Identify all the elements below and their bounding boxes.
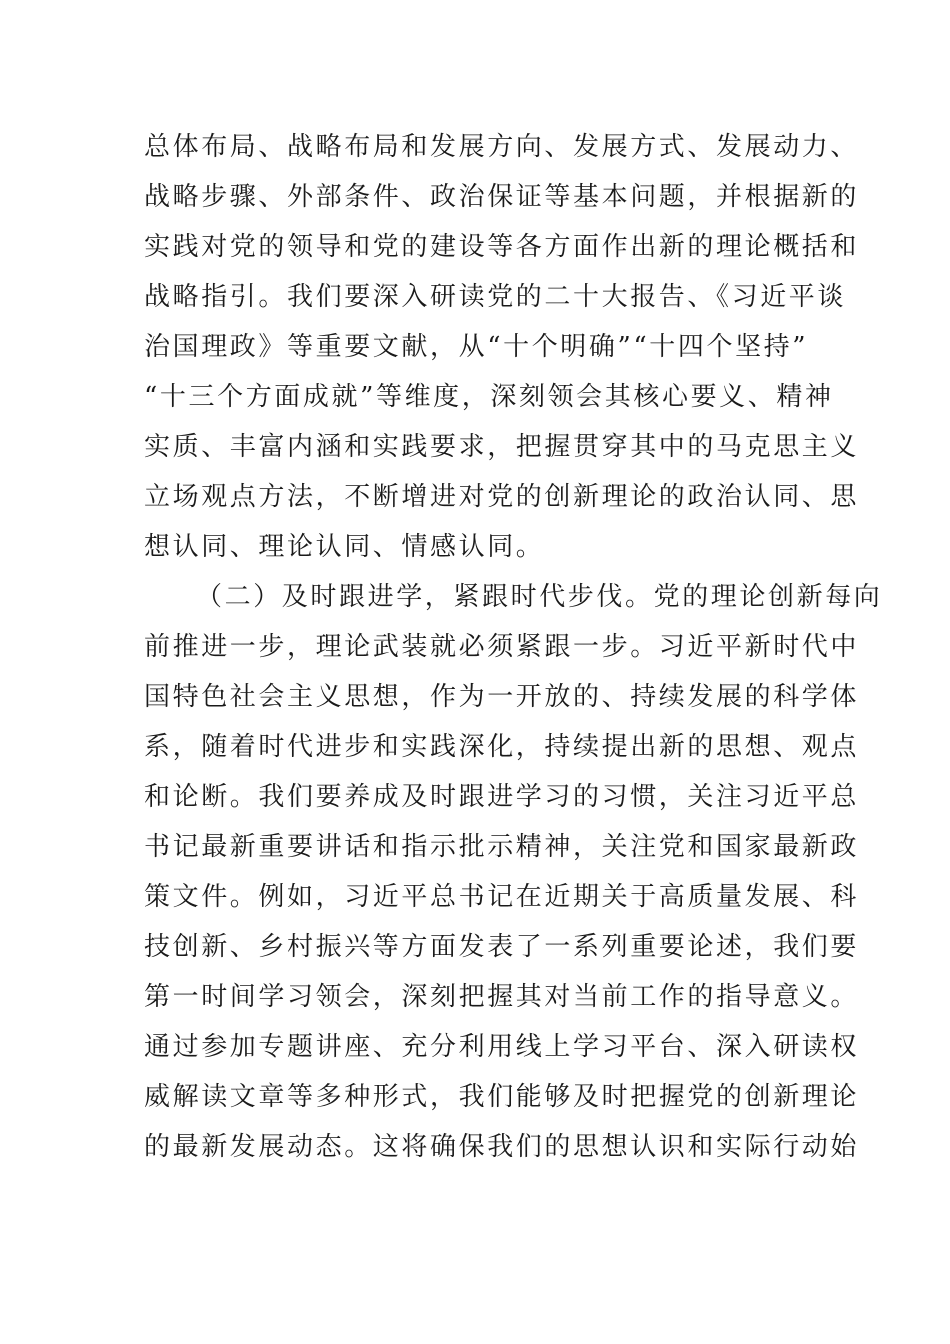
text-line: 前推进一步，理论武装就必须紧跟一步。习近平新时代中 bbox=[144, 632, 860, 662]
text-line: 和论断。我们要养成及时跟进学习的习惯，关注习近平总 bbox=[144, 782, 860, 812]
text-line: 第一时间学习领会，深刻把握其对当前工作的指导意义。 bbox=[144, 982, 860, 1012]
text-line: 实践对党的领导和党的建设等各方面作出新的理论概括和 bbox=[144, 232, 860, 262]
text-line: 威解读文章等多种形式，我们能够及时把握党的创新理论 bbox=[144, 1082, 860, 1112]
text-line: 通过参加专题讲座、充分利用线上学习平台、深入研读权 bbox=[144, 1032, 860, 1062]
text-line: 治国理政》等重要文献，从“十个明确”“十四个坚持” bbox=[144, 332, 809, 362]
text-line: 国特色社会主义思想，作为一开放的、持续发展的科学体 bbox=[144, 682, 860, 712]
text-line: 系，随着时代进步和实践深化，持续提出新的思想、观点 bbox=[144, 732, 860, 762]
text-line: 战略步骤、外部条件、政治保证等基本问题，并根据新的 bbox=[144, 182, 860, 212]
text-line: 立场观点方法，不断增进对党的创新理论的政治认同、思 bbox=[144, 482, 860, 512]
text-line: 书记最新重要讲话和指示批示精神，关注党和国家最新政 bbox=[144, 832, 860, 862]
text-line: 战略指引。我们要深入研读党的二十大报告、《习近平谈 bbox=[144, 282, 847, 312]
text-line: 技创新、乡村振兴等方面发表了一系列重要论述，我们要 bbox=[144, 932, 860, 962]
body-text bbox=[144, 122, 883, 1172]
text-line: “十三个方面成就”等维度，深刻领会其核心要义、精神 bbox=[144, 382, 834, 412]
text-line: 实质、丰富内涵和实践要求，把握贯穿其中的马克思主义 bbox=[144, 432, 860, 462]
text-line: 总体布局、战略布局和发展方向、发展方式、发展动力、 bbox=[144, 132, 860, 162]
text-line: 策文件。例如，习近平总书记在近期关于高质量发展、科 bbox=[144, 882, 860, 912]
text-line: 想认同、理论认同、情感认同。 bbox=[144, 532, 545, 562]
text-line: 的最新发展动态。这将确保我们的思想认识和实际行动始 bbox=[144, 1132, 860, 1162]
section-heading-line: （二）及时跟进学，紧跟时代步伐。党的理论创新每向 bbox=[196, 582, 883, 612]
